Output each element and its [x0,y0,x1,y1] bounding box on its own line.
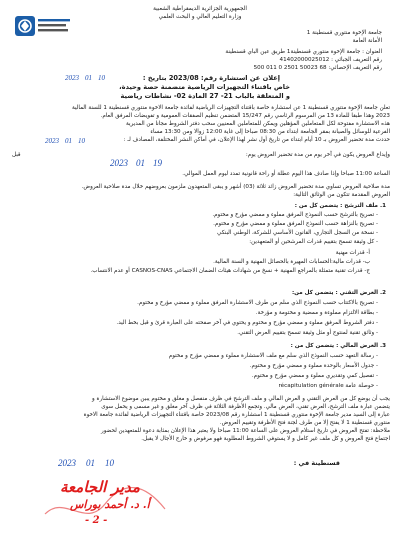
date-stamp-top [65,74,105,82]
intro-line: حددت مدة تحضير العروض بـ 10 أيام ابتداء من تاريخ أول نشر لهذا الإعلان، في أماكن النشر المختلفة، المصادف لـ : [123,137,390,143]
section-candidature-title: 1. ملف الترشح : يتضمن كل من : [294,203,386,209]
stamp-month: 01 [85,74,92,82]
deposit-line: الساعة 11:00 صباحا وإذا صادف هذا اليوم عطلة أو راحة قانونية تمدد ليوم العمل الموالي. [182,171,390,177]
closing-line: منتوري قسنطينة 1 لا يفتح إلا من طرف لجنة فتح الأظرفة وتقييم العروض. [219,420,390,426]
stamp-year: 2023 [58,458,76,468]
republic-heading: الجمهورية الجزائرية الديمقراطية الشعبية [153,6,247,12]
signature-scribble-icon [40,474,170,534]
stamp-month: 01 [136,158,145,168]
stamp-year: 2023 [110,158,128,168]
stamp-year: 2023 [45,137,59,145]
deposit-prefix: قبل [12,152,21,158]
announcement-title: إعلان عن استشارة رقم: 2023/08 بتاريخ : [142,74,280,82]
intro-line: الفرعية للوسائل والصيانة بمقر الجامعة ابتداء من 08:30 صباحا إلى غاية 12:00 زوالا ومن 13:30 مساء [150,129,390,135]
list-item: - كل وثيقة تسمح بتقييم قدرات المرشحين أو المتعهدين: [249,239,378,245]
list-item: - وثائق تقنية لمنتوج أو مثل وثيقة تسمح بتقييم العرض التقني. [237,330,378,336]
list-item: ج- قدرات تقنية متمثلة بالمراجع المهنية + نسخ من شهادات هيئات الضمان الاجتماعي CASNOS-CNAS أو عدم الانتساب. [90,268,370,274]
ministry-heading: وزارة التعليم العالي و البحث العلمي [158,14,242,20]
stamp-day: 10 [98,74,105,82]
list-item: - نسخة من السجل التجاري، القانون الأساسي للشركة، الوطني البنكي [217,230,378,236]
section-technical-title: 2. العرض التقني : يتضمن كل من: [291,290,386,296]
signature-title: مدير الجامعة [60,478,140,496]
announcement-chapter: و المتعلقة بالباب 21- 27 المادة 02- نشاطات رياضية [120,92,290,100]
list-item: - حوصلة عامة récapitulation générale [278,383,378,389]
university-name: جامعة الإخوة منتوري قسنطينة 1 [306,30,382,36]
stamp-month: 01 [86,458,95,468]
section-financial-title: 3. العرض المالي : يتضمن كل من : [290,343,386,349]
date-stamp-prep [45,137,85,145]
stamp-year: 2023 [65,74,79,82]
stamp-day: 10 [78,137,85,145]
address: العنوان : جامعة الإخوة منتوري قسنطينة1 طريق عين الباي قسنطينة [225,49,382,55]
list-item: - جدول الأسعار بالوحدة مملوء و ممضي مؤرخ و مختوم. [249,363,378,369]
date-stamp-deposit [110,158,162,168]
signature-page: - 2 - [85,515,108,526]
stamp-day: 19 [153,158,162,168]
list-item: - تصريح بالترشح حسب النموذج المرفق مملوء و ممضي مؤرخ و مختوم. [212,212,378,218]
closing-line: يجب أن يوضع كل من العرض التقني و العرض المالي و ملف الترشح في ظرف منفصل و مغلق و مختوم يبين موضوع الاستشارة و [92,396,390,402]
signature-name: أ. د. أحمد بوراس [70,498,150,511]
list-item: - تفصيل كمي وتقديري مملوء و ممضي مؤرخ و مختوم. [251,373,378,379]
stamp-day: 10 [105,458,114,468]
closing-line: اجتماع فتح العروض و كل ملف غير كامل و لا يستوفي الشروط المطلوبة فهو مرفوض و خارج الأجال لا يقبل. [141,436,390,442]
date-stamp-signature [58,458,114,468]
list-item: ب- قدرات مالية:الحسابات المهيرة بالحصائل المهنية و السنة المالية. [213,259,370,265]
university-logo-icon [14,12,72,42]
list-item: - تصريح بالنزاهة حسب النموذج المرفق مملوء و ممضي مؤرخ و مختوم. [213,221,378,227]
intro-line: تعلن جامعة الإخوة منتوري قسنطينة 1 عن استشارة خاصة باقتناء التجهيزات الرياضية لفائدة جامعة الاخوة منتوري قسنطينة 1 للسنة المالية [71,105,390,111]
deposit-line: وإيداع العروض يكون في آخر يوم من مدة تحضير العروض يوم: [245,152,390,158]
validity-line: مدة صلاحية العروض تساوي مدة تحضير العروض زائد ثلاثة (03) أشهر و يبقى المتعهدون ملزمون بعروضهم خلال مدة صلاحية العروض. [81,184,390,190]
list-item: - رسالة التعهد حسب النموذج الذي سلم مع ملف الاستشارة مملوء و ممضي مؤرخ و مختوم [168,353,378,359]
list-item: - بطاقة الالتزام مملوءة و ممضية و مختومة و مؤرخة. [255,310,378,316]
closing-line: عبارة إلى السيد مدير جامعة الإخوة منتوري قسنطينة 1 استشارة رقم 2023/08 خاصة باقتناء التجهيزات الرياضية لفائدة جامعة الاخوة [83,412,390,418]
list-item: - دفتر الشروط المرفق مملوء و ممضي مؤرخ و مختوم و يحتوي في آخر صفحته على العبارة قرئ و قبل بخط اليد. [116,320,378,326]
intro-line: هذه الاستشارة مفتوحة لكل المتعاملين المؤهلين ويمكن للمتعاملين المعنيين سحب دفتر الشروط مجانا من المديرية [126,121,390,127]
stat-id: رقم التعريف الإحصائي: 68 50023 2501 0 011 500 [253,65,382,71]
closing-line: ملاحظة: تفتح العروض في تاريخ استلام العروض على الساعة 11:00 صباحا ولا يعتبر هذا الإعلان بمثابة دعوة للمتعهدين لحضور [101,428,390,434]
secretariat: الأمانة العامة [352,38,382,44]
list-item: أ- قدرات مهنية [335,250,370,256]
intro-line: 2023 وهذا طبقا للمادة 13 من المرسوم الرئاسي رقم 15/247 المتضمن تنظيم الصفقات العمومية و تفويضات المرفق العام. [100,113,390,119]
announcement-subtitle: خاص باقتناء التجهيزات الرياضية متضمنة حصة وحيدة، [119,83,290,91]
stamp-month: 01 [65,137,72,145]
tax-id: رقم التعريف الجبائي : 41402000025012 [279,57,382,63]
signature-city: قسنطينة في : [293,459,340,467]
validity-line: العروض المقدمة تتكون من الوثائق التالية: [293,192,390,198]
closing-line: يتضمن عبارة ملف الترشح، العرض تقني، العرض مالي. وتجمع الأظرفة الثلاثة في ظرف آخر مغلق و غير مسمى و يحمل سوى [101,404,390,410]
list-item: - تصريح بالاكتتاب حسب النموذج الذي سلم من طرف الاستشارة المرفق مملوء و ممضي مؤرخ و مختوم. [137,300,378,306]
